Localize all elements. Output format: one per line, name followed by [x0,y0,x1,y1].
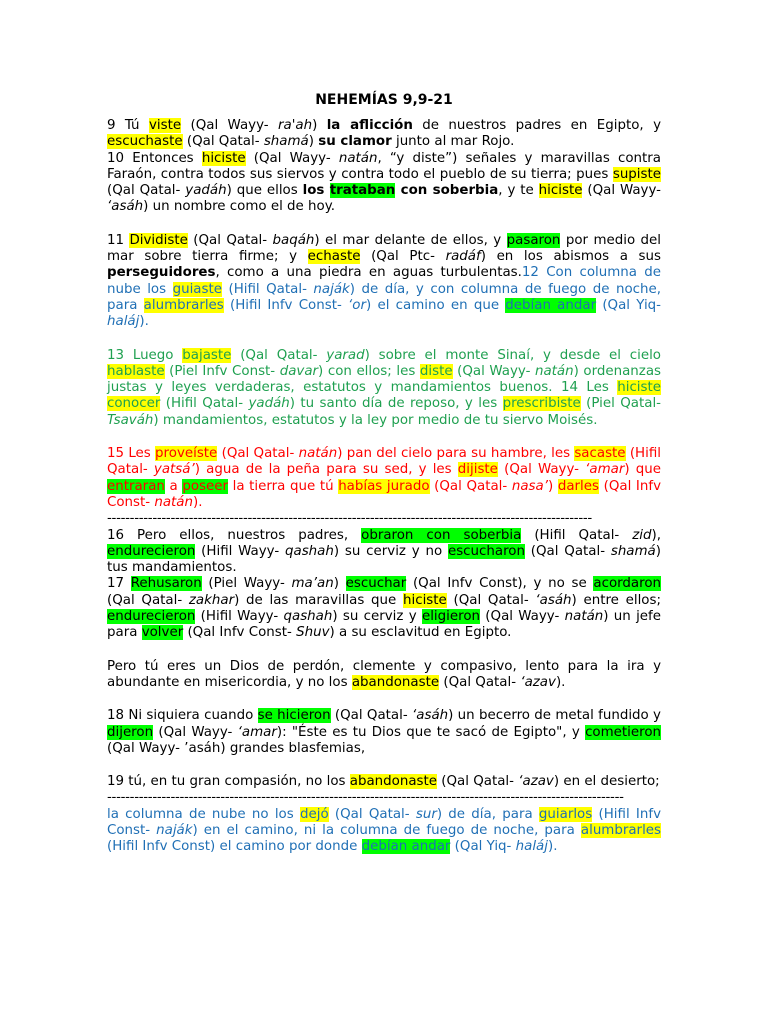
highlight-verb: dijeron [107,724,154,740]
highlight-verb: escucharon [447,543,525,559]
highlight-verb: entraran [107,478,165,494]
highlight-verb: hablaste [107,363,165,379]
highlight-verb: echaste [307,249,361,265]
highlight-verb: dejó [299,806,329,822]
verse-19-continued: la columna de nube no los dejó (Qal Qatal- sur) de día, para guiarlos (Hifil Infv Const- naják) en el camino, ni la columna de fuego de noche, para alumbrarles (Hifil Infv Const) el camino por donde debían andar (Qal Yiq- haláj). [107,806,661,855]
highlight-verb: volver [141,625,184,641]
highlight-verb: endurecieron [107,609,196,625]
divider-line: ----------------------------------------------------------------------------------------------------------- [107,511,592,527]
highlight-verb: sacaste [574,446,626,462]
highlight-verb: viste [148,118,182,133]
highlight-verb: alumbrarles [580,822,661,838]
highlight-verb: hiciste [403,592,447,608]
highlight-verb: pasaron [506,232,561,248]
highlight-verb: trataban [329,183,396,199]
highlight-verb: se hicieron [257,708,331,724]
highlight-verb: hiciste [538,183,583,199]
highlight-verb: escuchar [345,576,407,592]
highlight-verb: abandonaste [351,674,440,690]
highlight-verb: habías jurado [338,478,430,494]
highlight-verb: guiarlos [538,806,593,822]
highlight-verb: diste [419,363,453,379]
highlight-verb: bajaste [182,347,232,363]
highlight-verb: cometieron [585,724,661,740]
divider-line: ------------------------------------------------------------------------------------------------------------------ [107,790,624,806]
highlight-verb: prescribiste [502,396,581,412]
highlight-verb: darles [557,478,599,494]
highlight-verb: debían andar [361,839,451,855]
paragraph-perdon: Pero tú eres un Dios de perdón, clemente y compasivo, lento para la ira y abundante en misericordia, y no los abandonaste (Qal Qatal- ‘azav). [107,658,661,690]
verse-11-12: 11 Dividiste (Qal Qatal- baqáh) el mar delante de ellos, y pasaron por medio del mar sobre tierra firme; y echaste (Qal Ptc- radáf) en los abismos a sus perseguidores, como a una piedra en aguas turbulentas.12 Con columna de nube los guiaste (Hifil Qatal- naják) de día, y con columna de fuego de noche, para alumbrarles (Hifil Infv Const- ‘or) el camino en que debían andar (Qal Yiq- haláj). [107,232,662,330]
highlight-verb: Dividiste [129,232,188,248]
highlight-verb: Rehusaron [130,576,202,592]
highlight-verb: poseer [182,478,228,494]
highlight-verb: guiaste [172,281,222,297]
highlight-verb: dijiste [457,462,498,478]
verse-13-14: 13 Luego bajaste (Qal Qatal- yarad) sobre el monte Sinaí, y desde el cielo hablaste (Piel Infv Const- davar) con ellos; les diste (Qal Wayy- natán) ordenanzas justas y leyes verdaderas, estatutos y mandamientos buenos. 14 Les hiciste conocer (Hifil Qatal- yadáh) tu santo día de reposo, y les prescribiste (Piel Qatal- Tsaváh) mandamientos, estatutos y la ley por medio de tu siervo Moisés. [107,347,662,428]
highlight-verb: debían andar [505,297,597,313]
highlight-verb: eligieron [421,609,480,625]
highlight-verb: hiciste [201,150,246,166]
verse-18: 18 Ni siquiera cuando se hicieron (Qal Qatal- ‘asáh) un becerro de metal fundido y dijeron (Qal Wayy- ‘amar): "Éste es tu Dios que te sacó de Egipto", y cometieron (Qal Wayy- ’asáh) grandes blasfemias, [107,708,661,756]
highlight-verb: proveíste [155,446,218,462]
highlight-verb: hiciste conocer [107,380,661,412]
highlight-verb: endurecieron [107,543,196,559]
highlight-verb: abandonaste [349,774,438,790]
highlight-verb: alumbrarles [143,297,224,313]
highlight-verb: supiste [612,166,661,182]
verse-15: 15 Les proveíste (Qal Qatal- natán) pan del cielo para su hambre, les sacaste (Hifil Qatal- yatsá’) agua de la peña para su sed, y les dijiste (Qal Wayy- ‘amar) que entraran a poseer la tierra que tú habías jurado (Qal Qatal- nasa’) darles (Qal Infv Const- natán). [107,446,661,510]
page-title: NEHEMÍAS 9,9-21 [315,92,453,108]
verse-9: 9 Tú viste (Qal Wayy- ra'ah) la aflicción de nuestros padres en Egipto, y escuchaste (Qal Qatal- shamá) su clamor junto al mar Rojo. [107,118,662,150]
verse-17: 17 Rehusaron (Piel Wayy- ma’an) escuchar (Qal Infv Const), y no se acordaron (Qal Qatal- zakhar) de las maravillas que hiciste (Qal Qatal- ‘asáh) entre ellos; endurecieron (Hifil Wayy- qashah) su cerviz y eligieron (Qal Wayy- natán) un jefe para volver (Qal Infv Const- Shuv) a su esclavitud en Egipto. [107,576,662,641]
highlight-verb: acordaron [593,576,662,592]
highlight-verb: obraron con soberbia [361,527,522,543]
verse-10: 10 Entonces hiciste (Qal Wayy- natán, “y diste”) señales y maravillas contra Faraón, contra todos sus siervos y contra todo el pueblo de su tierra; pues supiste (Qal Qatal- yadáh) que ellos los trataban con soberbia, y te hiciste (Qal Wayy- ‘asáh) un nombre como el de hoy. [107,150,661,215]
verse-19: 19 tú, en tu gran compasión, no los abandonaste (Qal Qatal- ‘azav) en el desierto; [107,774,660,790]
highlight-verb: escuchaste [107,134,183,150]
verse-16: 16 Pero ellos, nuestros padres, obraron con soberbia (Hifil Qatal- zid), endurecieron (Hifil Wayy- qashah) su cerviz y no escucharon (Qal Qatal- shamá) tus mandamientos. [107,527,661,576]
document-body [107,118,661,856]
